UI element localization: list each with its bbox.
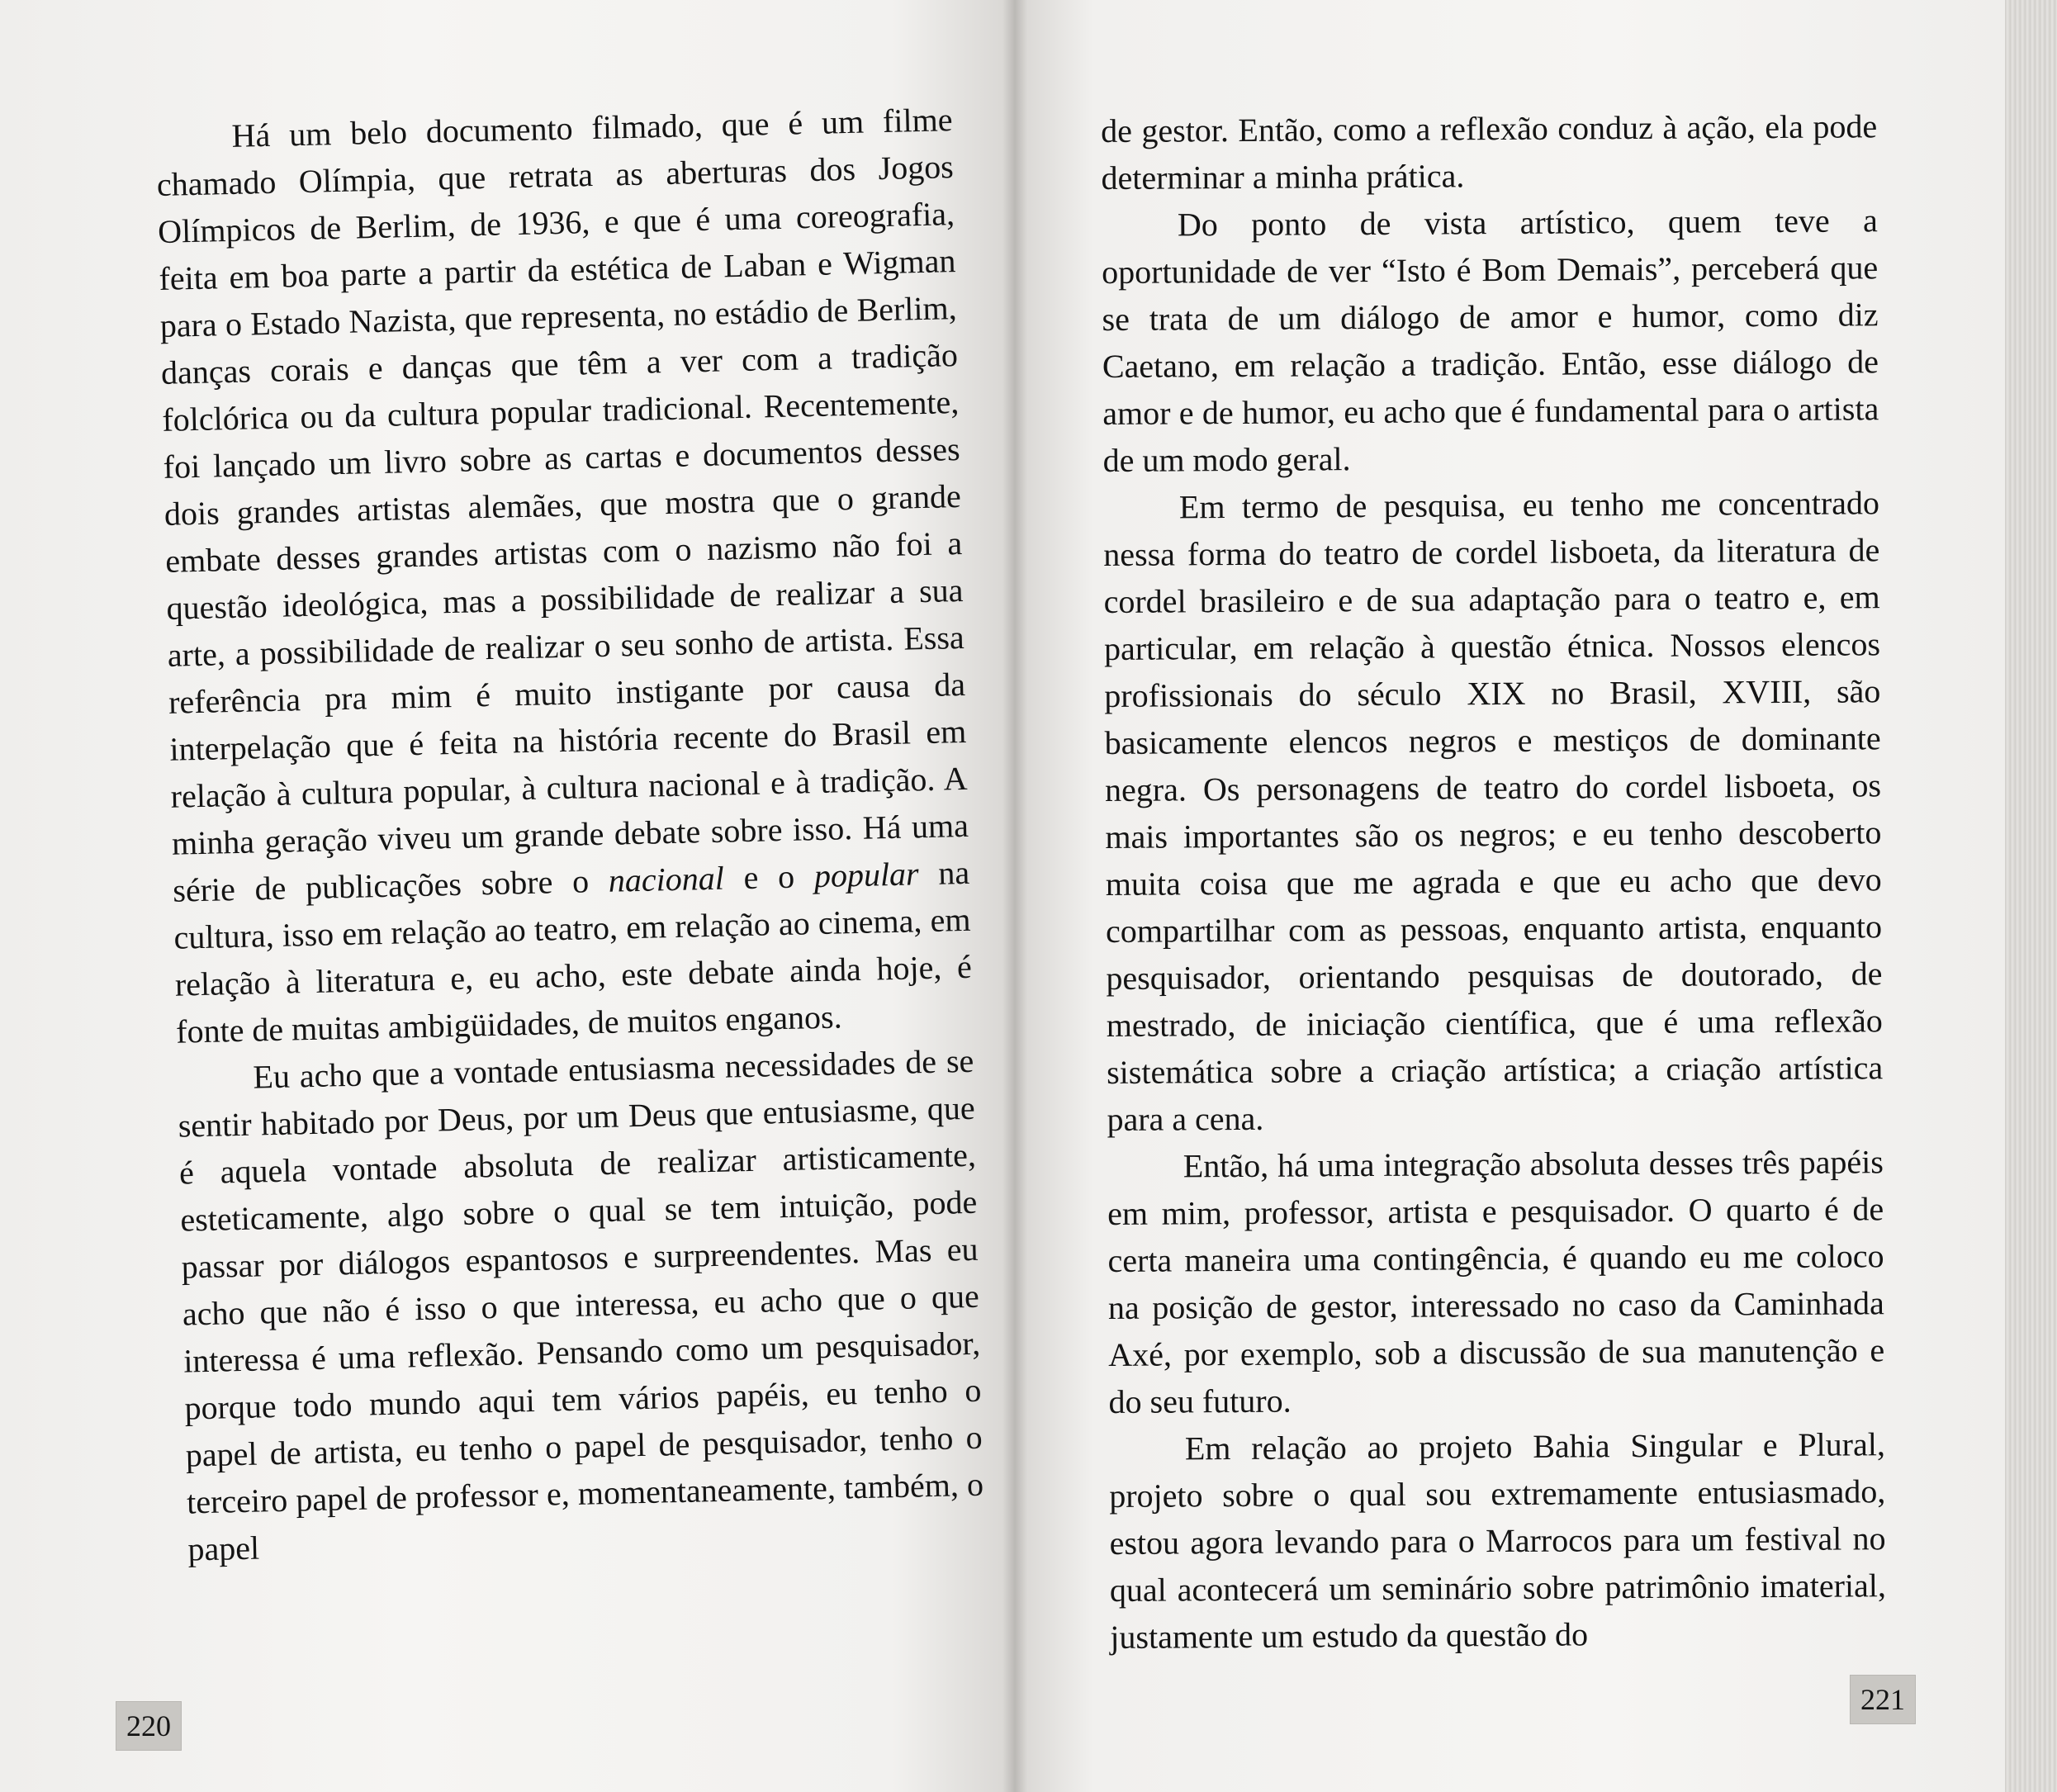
left-paragraph-1-end: na cultura, isso em relação ao teatro, em relação ao cinema, em relação à literatura e, eu acho, este debate ainda hoje, é fonte de muitas ambigüidades, de muitos enganos. bbox=[173, 853, 973, 1050]
left-page-text bbox=[155, 96, 985, 1572]
page-number-left: 220 bbox=[116, 1701, 182, 1751]
right-paragraph-3: Então, há uma integração absoluta desses três papéis em mim, professor, artista e pesquisador. O quarto é de certa maneira uma contingência, é quando eu me coloco na posição de gestor, interessado no caso da Caminhada Axé, por exemplo, sob a discussão de sua manutenção e do seu futuro. bbox=[1107, 1143, 1885, 1420]
left-paragraph-1 bbox=[155, 96, 974, 1055]
right-page-text bbox=[1101, 102, 1886, 1661]
right-paragraph-1: Do ponto de vista artístico, quem teve a oportunidade de ver “Isto é Bom Demais”, perceberá que se trata de um diálogo de amor e humor, como diz Caetano, em relação a tradição. Então, esse diálogo de amor e de humor, eu acho que é fundamental para o artista de um modo geral. bbox=[1102, 201, 1879, 479]
right-paragraph-0: de gestor. Então, como a reflexão conduz à ação, ela pode determinar a minha prática. bbox=[1101, 107, 1878, 197]
left-paragraph-1-text: Há um belo documento filmado, que é um filme chamado Olímpia, que retrata as aberturas dos Jogos Olímpicos de Berlim, de 1936, e que é uma coreografia, feita em boa parte a partir da estética de Laban e Wigman para o Estado Nazista, que representa, no estádio de Berlim, danças corais e danças que têm a ver com a tradição folclórica ou da cultura popular tradicional. Recentemente, foi lançado um livro sobre as cartas e documentos desses dois grandes artistas alemães, que mostra que o grande embate desses grandes artistas com o nazismo não foi a questão ideológica, mas a possibilidade de realizar a sua arte, a possibilidade de realizar o seu sonho de artista. Essa referência pra mim é muito instigante por causa da interpelação que é feita na história recente do Brasil em relação à cultura popular, à cultura nacional e à tradição. A minha geração viveu um grande debate sobre isso. Há uma série de publicações sobre o bbox=[156, 101, 969, 909]
book-gutter bbox=[1002, 0, 1027, 1792]
emphasis-popular: popular bbox=[813, 855, 920, 895]
left-page bbox=[0, 0, 1014, 1792]
left-paragraph-1-mid: e o bbox=[723, 857, 815, 897]
page-edges bbox=[2005, 0, 2057, 1792]
right-paragraph-4: Em relação ao projeto Bahia Singular e Plural, projeto sobre o qual sou extremamente entusiasmado, estou agora levando para o Marrocos para um festival no qual acontecerá um seminário sobre patrimônio imaterial, justamente um estudo da questão do bbox=[1109, 1425, 1887, 1656]
right-paragraph-2: Em termo de pesquisa, eu tenho me concentrado nessa forma do teatro de cordel lisboeta, da literatura de cordel brasileiro e de sua adaptação para o teatro e, em particular, em relação à questão étnica. Nossos elencos profissionais do século XIX no Brasil, XVIII, são basicamente elencos negros e mestiços de dominante negra. Os personagens de teatro do cordel lisboeta, os mais importantes são os negros; e eu tenho descoberto muita coisa que me agrada e que eu acho que devo compartilhar com as pessoas, enquanto artista, enquanto pesquisador, orientando pesquisas de doutorado, de mestrado, de iniciação científica, que é uma reflexão sistemática sobre a criação artística; a criação artística para a cena. bbox=[1103, 484, 1884, 1138]
page-number-right: 221 bbox=[1850, 1675, 1916, 1724]
left-paragraph-2: Eu acho que a vontade entusiasma necessidades de se sentir habitado por Deus, por um Deus que entusiasme, que é aquela vontade absoluta de realizar artisticamente, esteticamente, algo sobre o qual se tem intuição, pode passar por diálogos espantosos e surpreendentes. Mas eu acho que não é isso o que interessa, eu acho que o que interessa é uma reflexão. Pensando como um pesquisador, porque todo mundo aqui tem vários papéis, eu tenho o papel de artista, eu tenho o papel de pesquisador, tenho o terceiro papel de professor e, momentaneamente, também, o papel bbox=[178, 1041, 984, 1568]
right-page bbox=[1014, 0, 2005, 1792]
emphasis-nacional: nacional bbox=[608, 859, 725, 899]
